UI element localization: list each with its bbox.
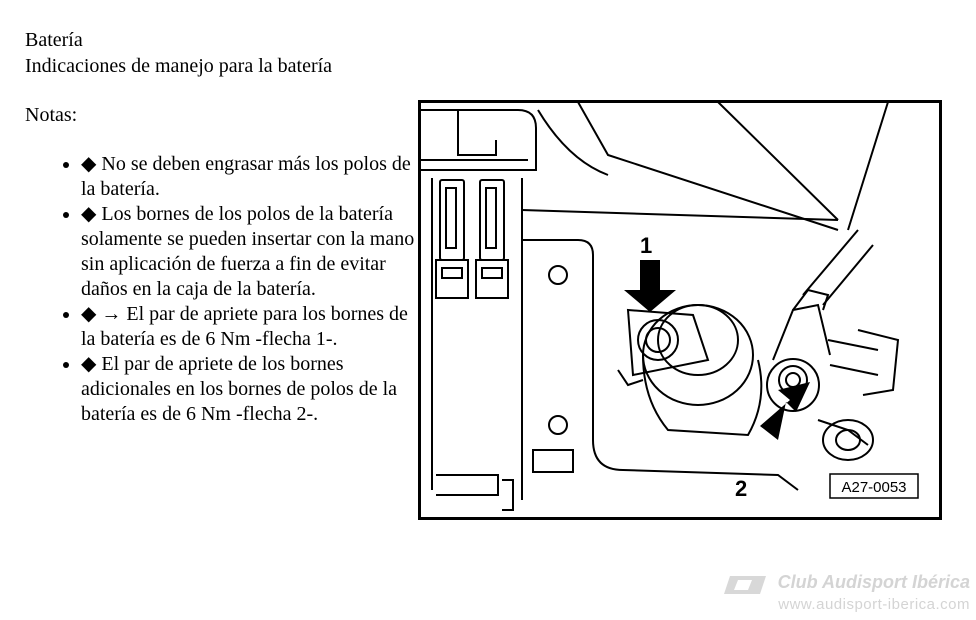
list-item: • ◆ No se deben engrasar más los polos de la batería. <box>81 152 426 202</box>
watermark-url: www.audisport-iberica.com <box>778 596 970 613</box>
list-item: • ◆ El par de apriete de los bornes adicionales en los bornes de polos de la batería es de 6 Nm -flecha 2-. <box>81 352 426 427</box>
page-subtitle: Indicaciones de manejo para la batería <box>25 55 333 77</box>
watermark <box>722 570 972 616</box>
notes-label: Notas: <box>25 104 78 126</box>
watermark-title: Club Audisport Ibérica <box>777 572 970 592</box>
battery-terminal-diagram <box>418 100 942 520</box>
list-item: • ◆ → El par de apriete para los bornes de la batería es de 6 Nm -flecha 1-. <box>81 302 426 352</box>
diagram-illustration <box>418 100 942 520</box>
callout-2: 2 <box>735 476 748 501</box>
figure-code: A27-0053 <box>841 479 907 496</box>
page-title: Batería <box>25 29 83 51</box>
notes-list <box>56 152 426 427</box>
document-header <box>25 27 332 79</box>
audisport-logo-icon <box>722 574 768 596</box>
callout-1: 1 <box>640 233 653 258</box>
list-item: • ◆ Los bornes de los polos de la batería solamente se pueden insertar con la mano sin aplicación de fuerza a fin de evitar daños en la caja de la batería. <box>81 202 426 302</box>
